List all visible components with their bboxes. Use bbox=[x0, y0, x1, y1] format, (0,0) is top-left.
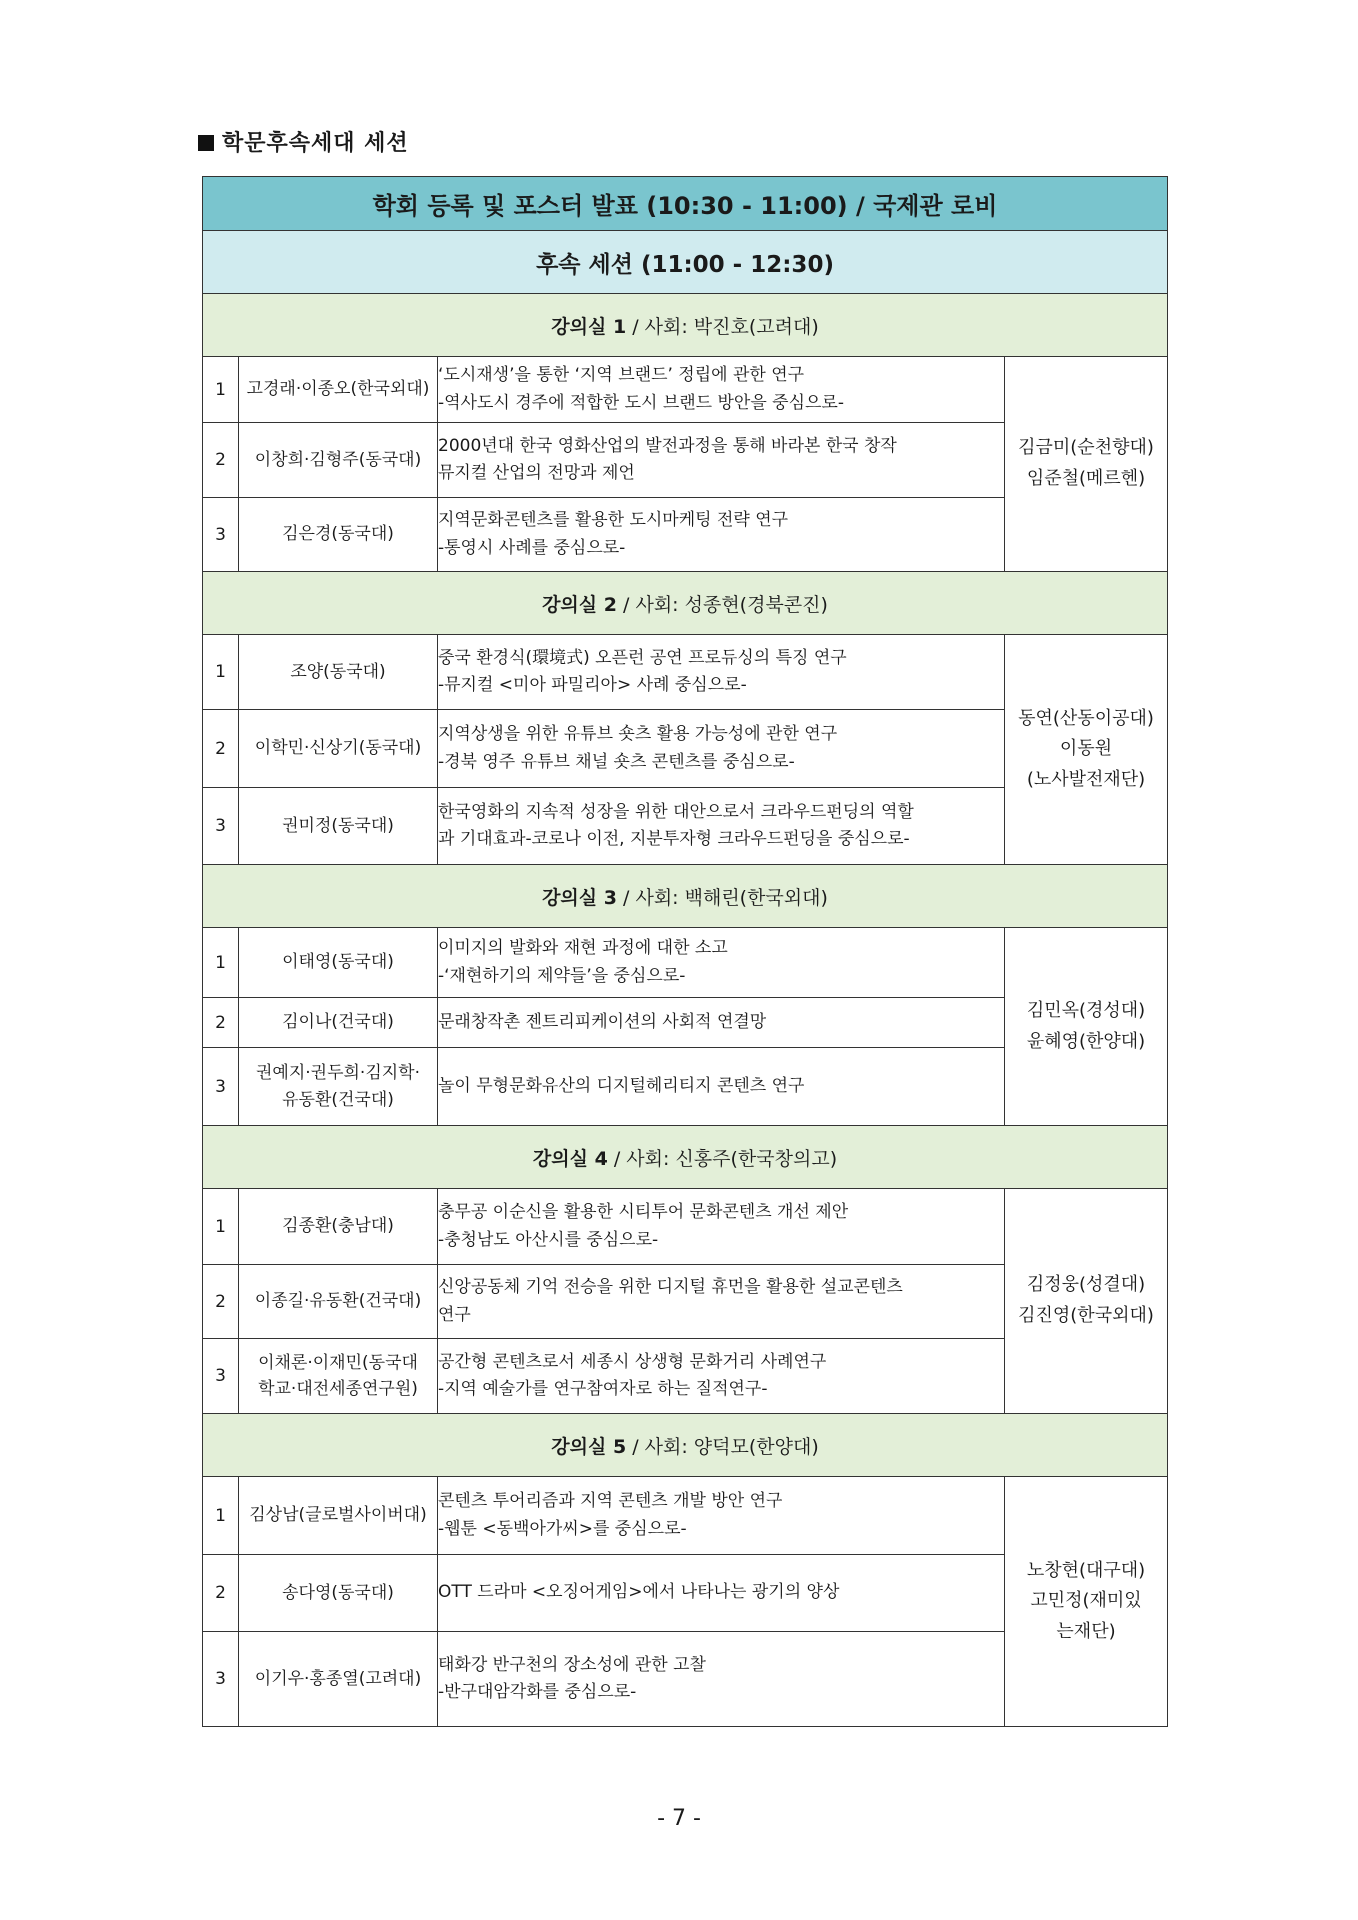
room-header bbox=[203, 865, 1168, 928]
presentation-number: 3 bbox=[203, 1632, 239, 1727]
room-header bbox=[203, 1126, 1168, 1189]
presenter-line: 김이나(건국대) bbox=[282, 1012, 394, 1033]
topic-cell bbox=[438, 1632, 1005, 1727]
presentation-number: 3 bbox=[203, 498, 239, 572]
presentation-number: 1 bbox=[203, 1189, 239, 1265]
room-header-row bbox=[203, 572, 1168, 635]
session-header-row bbox=[203, 231, 1168, 294]
room-header bbox=[203, 572, 1168, 635]
presenter-cell bbox=[239, 357, 438, 423]
discussant-cell bbox=[1005, 1189, 1168, 1414]
topic-cell bbox=[438, 998, 1005, 1048]
presenter-cell bbox=[239, 710, 438, 788]
presentation-number: 3 bbox=[203, 788, 239, 865]
topic-line: 연구 bbox=[438, 1304, 471, 1325]
room-header-row bbox=[203, 865, 1168, 928]
topic-cell bbox=[438, 1339, 1005, 1414]
presenter-cell bbox=[239, 788, 438, 865]
topic-line: 뮤지컬 산업의 전망과 제언 bbox=[438, 463, 635, 483]
discussant-line: (노사발전재단) bbox=[1026, 768, 1146, 790]
topic-line: OTT 드라마 <오징어게임>에서 나타나는 광기의 양상 bbox=[438, 1582, 840, 1603]
discussant-line: 김민옥(경성대) bbox=[1026, 999, 1146, 1021]
section-title-text: 학문후속세대 세션 bbox=[222, 131, 409, 156]
topic-line: 과 기대효과-코로나 이전, 지분투자형 크라우드펀딩을 중심으로- bbox=[438, 829, 910, 849]
presenter-line: 이채론·이재민(동국대 bbox=[258, 1352, 418, 1373]
presentation-number: 2 bbox=[203, 998, 239, 1048]
room-header-row bbox=[203, 1414, 1168, 1477]
topic-cell bbox=[438, 357, 1005, 423]
topic-line: -통영시 사례를 중심으로- bbox=[438, 537, 626, 558]
topic-line: 놀이 무형문화유산의 디지털헤리티지 콘텐츠 연구 bbox=[438, 1075, 805, 1096]
discussant-line: 김진영(한국외대) bbox=[1018, 1305, 1154, 1326]
presentation-row bbox=[203, 635, 1168, 710]
discussant-cell bbox=[1005, 1477, 1168, 1727]
topic-cell bbox=[438, 1048, 1005, 1126]
topic-cell bbox=[438, 498, 1005, 572]
session-header: 후속 세션 (11:00 - 12:30) bbox=[203, 231, 1168, 294]
page-number: - 7 - bbox=[657, 1806, 701, 1831]
topic-line: 문래창작촌 젠트리피케이션의 사회적 연결망 bbox=[438, 1011, 767, 1032]
presenter-line: 이창희·김형주(동국대) bbox=[254, 449, 422, 470]
topic-cell bbox=[438, 1555, 1005, 1632]
presenter-cell bbox=[239, 1339, 438, 1414]
room-header-row bbox=[203, 1126, 1168, 1189]
topic-cell bbox=[438, 710, 1005, 788]
presentation-number: 1 bbox=[203, 357, 239, 423]
discussant-line: 이동원 bbox=[1059, 738, 1113, 760]
presenter-cell bbox=[239, 1477, 438, 1555]
discussant-line: 윤혜영(한양대) bbox=[1026, 1030, 1146, 1052]
presentation-row bbox=[203, 1477, 1168, 1555]
presentation-number: 2 bbox=[203, 710, 239, 788]
presenter-cell bbox=[239, 498, 438, 572]
presenter-cell bbox=[239, 998, 438, 1048]
room-label: 강의실 1 bbox=[551, 315, 627, 338]
room-label: 강의실 4 bbox=[532, 1147, 608, 1170]
presenter-line: 이종길·유동환(건국대) bbox=[254, 1291, 422, 1312]
presenter-cell bbox=[239, 1555, 438, 1632]
topic-line: 태화강 반구천의 장소성에 관한 고찰 bbox=[438, 1654, 706, 1675]
topic-cell bbox=[438, 788, 1005, 865]
discussant-line: 고민정(재미있 bbox=[1030, 1590, 1142, 1612]
presenter-line: 조양(동국대) bbox=[290, 661, 386, 682]
room-header bbox=[203, 1414, 1168, 1477]
topic-line: -역사도시 경주에 적합한 도시 브랜드 방안을 중심으로- bbox=[438, 392, 844, 413]
presenter-line: 권미정(동국대) bbox=[282, 815, 394, 836]
discussant-line: 동연(산동이공대) bbox=[1018, 707, 1154, 729]
topic-line: 콘텐츠 투어리즘과 지역 콘텐츠 개발 방안 연구 bbox=[438, 1491, 783, 1512]
topic-cell bbox=[438, 1189, 1005, 1265]
presenter-cell bbox=[239, 928, 438, 998]
discussant-line: 노창현(대구대) bbox=[1026, 1559, 1146, 1581]
presenter-cell bbox=[239, 1265, 438, 1339]
discussant-cell bbox=[1005, 357, 1168, 572]
presenter-line: 송다영(동국대) bbox=[282, 1582, 394, 1603]
registration-header-row bbox=[203, 177, 1168, 231]
section-title bbox=[198, 126, 409, 157]
presenter-line: 고경래·이종오(한국외대) bbox=[246, 379, 430, 400]
topic-line: -웹툰 <동백아가씨>를 중심으로- bbox=[438, 1518, 687, 1539]
presentation-row bbox=[203, 357, 1168, 423]
presentation-row bbox=[203, 928, 1168, 998]
topic-line: 공간형 콘텐츠로서 세종시 상생형 문화거리 사례연구 bbox=[438, 1351, 827, 1372]
presentation-number: 1 bbox=[203, 928, 239, 998]
presenter-line: 학교·대전세종연구원) bbox=[258, 1379, 418, 1399]
topic-line: 지역상생을 위한 유튜브 숏츠 활용 가능성에 관한 연구 bbox=[438, 724, 838, 745]
room-moderator: / 사회: 성종현(경북콘진) bbox=[623, 593, 828, 616]
black-square-icon bbox=[198, 135, 214, 151]
presenter-line: 김종환(충남대) bbox=[282, 1216, 394, 1237]
topic-cell bbox=[438, 928, 1005, 998]
topic-line: 충무공 이순신을 활용한 시티투어 문화콘텐츠 개선 제안 bbox=[438, 1202, 849, 1223]
presenter-cell bbox=[239, 1048, 438, 1126]
presentation-number: 2 bbox=[203, 1265, 239, 1339]
room-label: 강의실 3 bbox=[542, 886, 617, 909]
room-header-row bbox=[203, 294, 1168, 357]
topic-line: -‘재현하기의 제약들’을 중심으로- bbox=[438, 965, 686, 986]
topic-cell bbox=[438, 635, 1005, 710]
discussant-line: 는재단) bbox=[1056, 1620, 1116, 1642]
topic-cell bbox=[438, 1477, 1005, 1555]
discussant-line: 김금미(순천향대) bbox=[1018, 437, 1154, 459]
discussant-line: 김정웅(성결대) bbox=[1026, 1274, 1146, 1296]
topic-cell bbox=[438, 423, 1005, 498]
presenter-cell bbox=[239, 1189, 438, 1265]
topic-line: -지역 예술가를 연구참여자로 하는 질적연구- bbox=[438, 1379, 768, 1399]
discussant-line: 임준철(메르헨) bbox=[1026, 468, 1146, 489]
presenter-line: 이태영(동국대) bbox=[282, 952, 394, 973]
presenter-cell bbox=[239, 1632, 438, 1727]
room-moderator: / 사회: 백해린(한국외대) bbox=[623, 886, 828, 909]
presenter-line: 이기우·홍종열(고려대) bbox=[254, 1668, 422, 1689]
discussant-cell bbox=[1005, 928, 1168, 1126]
room-header bbox=[203, 294, 1168, 357]
topic-line: 지역문화콘텐츠를 활용한 도시마케팅 전략 연구 bbox=[438, 510, 789, 531]
presenter-line: 김상남(글로벌사이버대) bbox=[249, 1505, 427, 1526]
room-moderator: / 사회: 박진호(고려대) bbox=[632, 315, 819, 338]
room-moderator: / 사회: 양덕모(한양대) bbox=[632, 1435, 819, 1458]
presentation-number: 1 bbox=[203, 1477, 239, 1555]
room-moderator: / 사회: 신홍주(한국창의고) bbox=[613, 1147, 838, 1170]
topic-line: 신앙공동체 기억 전승을 위한 디지털 휴먼을 활용한 설교콘텐츠 bbox=[438, 1277, 903, 1298]
topic-line: 한국영화의 지속적 성장을 위한 대안으로서 크라우드펀딩의 역할 bbox=[438, 801, 914, 822]
presentation-row bbox=[203, 1189, 1168, 1265]
room-label: 강의실 2 bbox=[542, 593, 617, 616]
topic-line: -뮤지컬 <미아 파밀리아> 사례 중심으로- bbox=[438, 675, 747, 695]
presentation-number: 1 bbox=[203, 635, 239, 710]
topic-line: 2000년대 한국 영화산업의 발전과정을 통해 바라본 한국 창작 bbox=[438, 435, 897, 456]
presenter-line: 김은경(동국대) bbox=[282, 524, 394, 545]
presenter-line: 권예지·권두희·김지학· bbox=[255, 1063, 420, 1084]
presenter-line: 유동환(건국대) bbox=[282, 1089, 394, 1110]
topic-line: -경북 영주 유튜브 채널 숏츠 콘텐츠를 중심으로- bbox=[438, 751, 795, 772]
registration-header: 학회 등록 및 포스터 발표 (10:30 - 11:00) / 국제관 로비 bbox=[203, 177, 1168, 231]
topic-cell bbox=[438, 1265, 1005, 1339]
topic-line: 중국 환경식(環境式) 오픈런 공연 프로듀싱의 특징 연구 bbox=[438, 647, 847, 668]
topic-line: ‘도시재생’을 통한 ‘지역 브랜드’ 정립에 관한 연구 bbox=[438, 365, 805, 386]
presentation-number: 3 bbox=[203, 1048, 239, 1126]
presenter-cell bbox=[239, 423, 438, 498]
presentation-number: 2 bbox=[203, 423, 239, 498]
discussant-cell bbox=[1005, 635, 1168, 865]
topic-line: 이미지의 발화와 재현 과정에 대한 소고 bbox=[438, 938, 728, 959]
schedule-table bbox=[202, 176, 1168, 1727]
topic-line: -반구대암각화를 중심으로- bbox=[438, 1682, 637, 1702]
presentation-number: 3 bbox=[203, 1339, 239, 1414]
presentation-number: 2 bbox=[203, 1555, 239, 1632]
topic-line: -충청남도 아산시를 중심으로- bbox=[438, 1229, 659, 1250]
room-label: 강의실 5 bbox=[551, 1435, 627, 1458]
presenter-line: 이학민·신상기(동국대) bbox=[254, 738, 422, 759]
presenter-cell bbox=[239, 635, 438, 710]
